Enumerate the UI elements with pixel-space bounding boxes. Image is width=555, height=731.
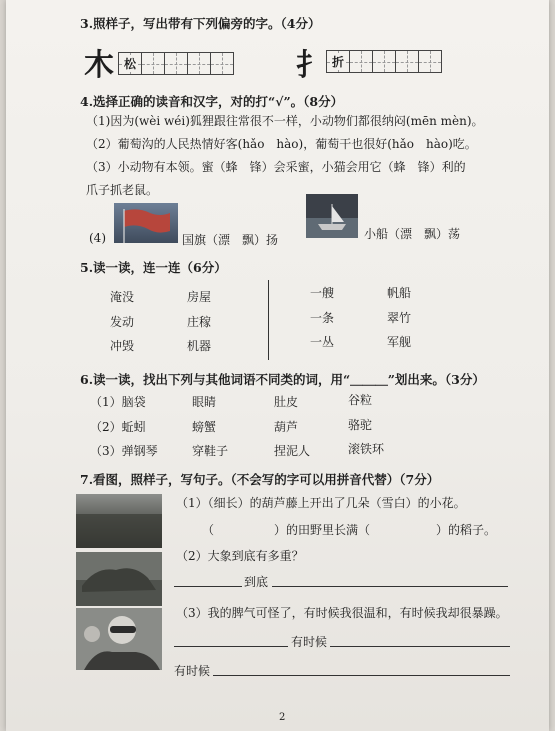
q7-s1-mid: ）的田野里长满（ <box>274 523 371 537</box>
q4-item4-text-2: 小船（漂 飘）荡 <box>364 227 461 241</box>
grid-cell[interactable] <box>165 53 188 74</box>
q5-divider <box>268 280 269 360</box>
boat-picture-icon <box>306 194 358 238</box>
q4-line-2: （2）葡萄沟的人民热情好客(hǎo hào)，葡萄干也很好(hǎo hào)吃。 <box>86 137 477 151</box>
q6-word[interactable]: （2）蚯蚓 <box>90 420 146 434</box>
q3-grid-2[interactable] <box>326 50 442 73</box>
q4-item4-text-1: 国旗（漂 飘）扬 <box>182 233 279 247</box>
field-picture-icon <box>76 494 162 548</box>
q7-s3-blank-1[interactable] <box>174 646 288 647</box>
q6-word[interactable]: 滚铁环 <box>348 442 385 456</box>
q7-sentence-1: （1）（细长）的葫芦藤上开出了几朵（雪白）的小花。 <box>176 496 466 510</box>
grid-cell[interactable] <box>350 51 373 72</box>
page-number: 2 <box>279 712 286 723</box>
q7-s1-end: ）的稻子。 <box>436 523 497 537</box>
q6-word[interactable]: 螃蟹 <box>192 420 217 434</box>
q3-radical-1: 木 <box>84 48 114 83</box>
q4-item4-number: (4) <box>89 231 106 245</box>
q5-left-word[interactable]: 发动 <box>110 315 135 329</box>
child-picture-icon <box>76 608 162 670</box>
q6-word[interactable]: 骆驼 <box>348 418 373 432</box>
q6-title: 6.读一读，找出下列与其他词语不同类的词，用“＿＿＿”划出来。（3分） <box>80 372 485 387</box>
q7-s3-word-2: 有时候 <box>174 664 211 678</box>
q7-s3-blank-3[interactable] <box>213 675 510 676</box>
q6-word[interactable]: 眼睛 <box>192 395 217 409</box>
grid-cell[interactable] <box>188 53 211 74</box>
q7-s1-open: （ <box>202 523 215 537</box>
q5-left-word[interactable]: 庄稼 <box>187 315 212 329</box>
q3-title: 3.照样子，写出带有下列偏旁的字。（4分） <box>80 16 321 31</box>
grid-cell[interactable]: 松 <box>119 53 142 74</box>
grid-cell[interactable]: 折 <box>327 51 350 72</box>
grid-cell[interactable] <box>373 51 396 72</box>
q5-right-word[interactable]: 一艘 <box>310 286 335 300</box>
q7-s3-blank-2[interactable] <box>330 646 510 647</box>
q7-title: 7.看图，照样子，写句子。（不会写的字可以用拼音代替）（7分） <box>80 472 440 487</box>
q6-word[interactable]: 穿鞋子 <box>192 444 229 458</box>
q6-word[interactable]: 谷粒 <box>348 393 373 407</box>
q6-word[interactable]: 葫芦 <box>274 420 299 434</box>
q7-sentence-3: （3）我的脾气可怪了，有时候我很温和，有时候我却很暴躁。 <box>176 606 508 620</box>
q7-s2-blank-after[interactable] <box>272 586 508 587</box>
elephant-picture-icon <box>76 552 162 606</box>
q6-word[interactable]: 肚皮 <box>274 395 299 409</box>
q7-s2-blank-before[interactable] <box>174 586 242 587</box>
q5-right-word[interactable]: 一条 <box>310 311 335 325</box>
q4-line-3b: 爪子抓老鼠。 <box>86 183 159 197</box>
q3-radical-2: 扌 <box>296 48 326 83</box>
q4-title: 4.选择正确的读音和汉字，对的打“√”。（8分） <box>80 94 344 109</box>
grid-cell[interactable] <box>142 53 165 74</box>
q5-right-word[interactable]: 翠竹 <box>387 311 412 325</box>
q6-word[interactable]: 捏泥人 <box>274 444 311 458</box>
q5-left-word[interactable]: 冲毁 <box>110 339 135 353</box>
worksheet-page <box>6 0 549 731</box>
q5-left-word[interactable]: 淹没 <box>110 290 135 304</box>
q4-line-1: （1)因为(wèi wéi)狐狸跟往常很不一样，小动物们都很纳闷(mēn mèn)。 <box>86 114 484 128</box>
q5-right-word[interactable]: 一丛 <box>310 335 335 349</box>
q5-title: 5.读一读，连一连（6分） <box>80 260 227 275</box>
q6-word[interactable]: （1）脑袋 <box>90 395 146 409</box>
grid-cell[interactable] <box>211 53 233 74</box>
q5-left-word[interactable]: 机器 <box>187 339 212 353</box>
grid-cell[interactable] <box>396 51 419 72</box>
q5-left-word[interactable]: 房屋 <box>187 290 212 304</box>
q7-sentence-2: （2）大象到底有多重？ <box>176 549 304 563</box>
q5-right-word[interactable]: 军舰 <box>387 335 412 349</box>
q7-s2-word: 到底 <box>244 575 269 589</box>
flag-picture-icon <box>114 203 178 243</box>
grid-cell[interactable] <box>419 51 441 72</box>
q5-right-word[interactable]: 帆船 <box>387 286 412 300</box>
q4-line-3: （3）小动物有本领。蜜（蜂 锋）会采蜜，小猫会用它（蜂 锋）利的 <box>86 160 466 174</box>
q7-s3-word-1: 有时候 <box>291 635 328 649</box>
q6-word[interactable]: （3）弹钢琴 <box>90 444 158 458</box>
q3-grid-1[interactable] <box>118 52 234 75</box>
